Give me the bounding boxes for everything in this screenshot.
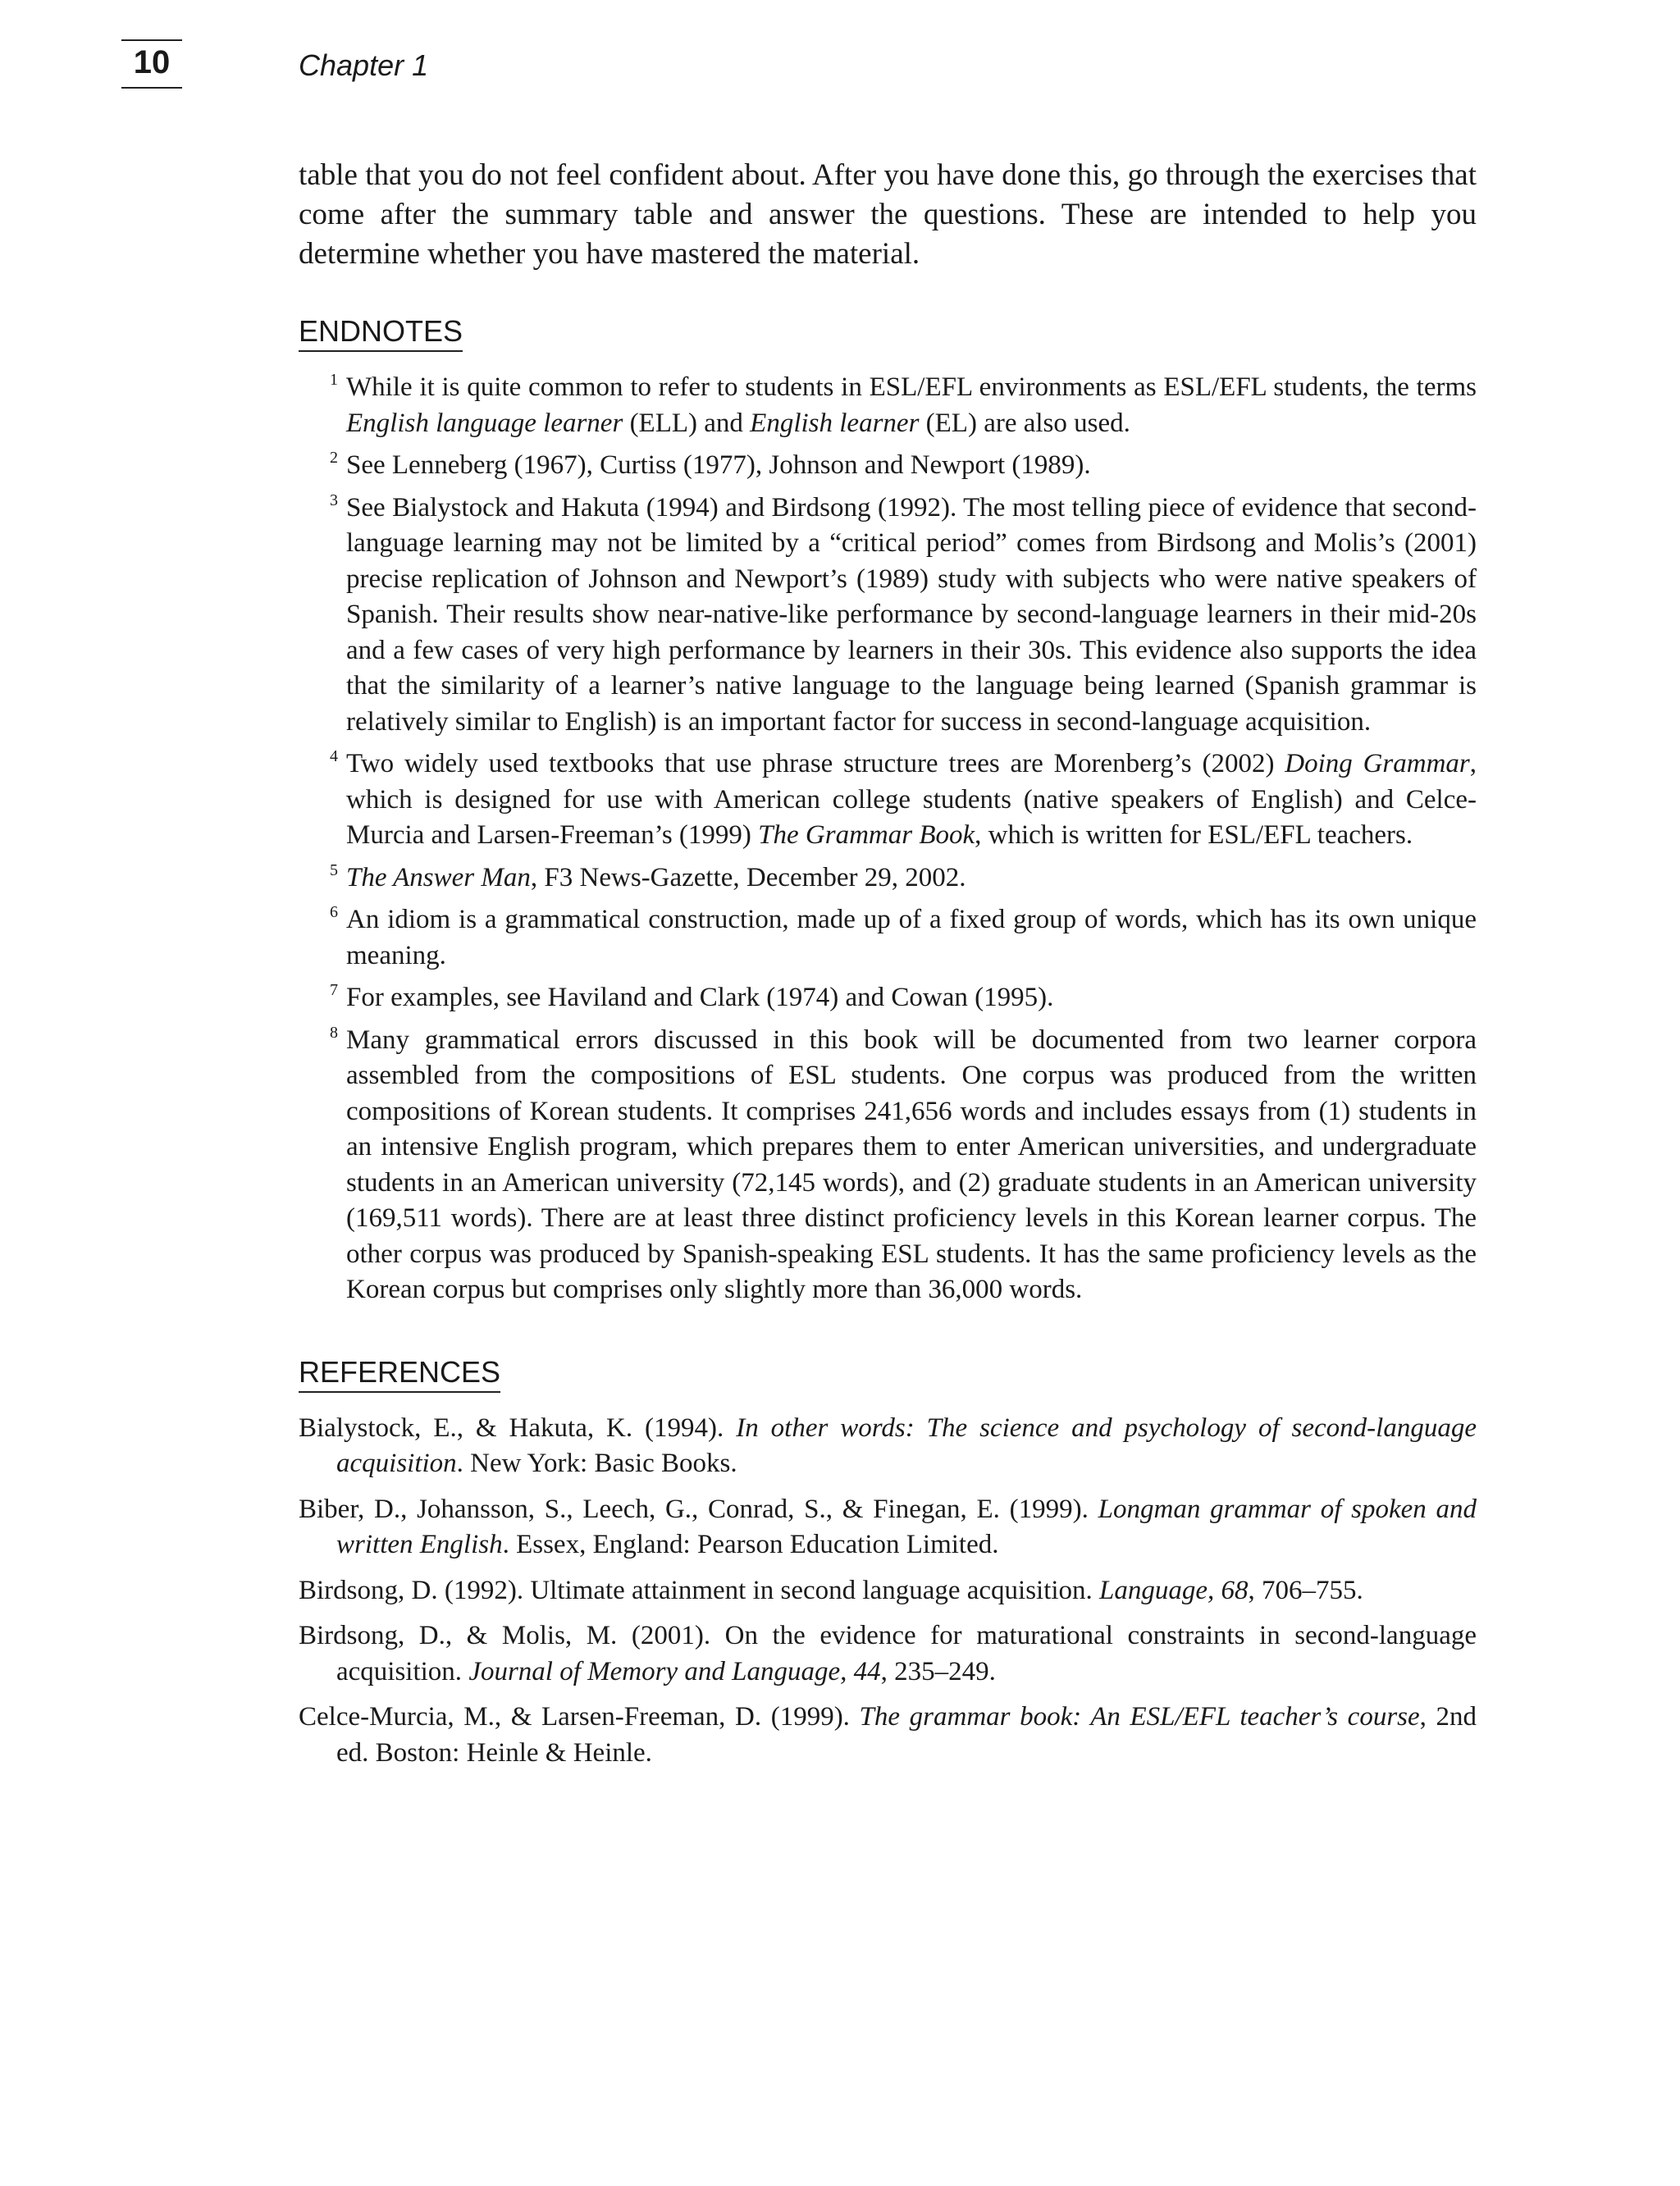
reference-item [299, 1411, 1477, 1482]
reference-item [299, 1618, 1477, 1690]
endnote-item [330, 370, 1477, 441]
endnotes-list [299, 370, 1477, 1308]
text-run: For examples, see Haviland and Clark (1974) and Cowan (1995). [346, 983, 1054, 1012]
page-number: 10 [133, 44, 171, 80]
text-run: Bialystock, E., & Hakuta, K. (1994). [299, 1412, 737, 1443]
text-run: An idiom is a grammatical construction, made up of a fixed group of words, which has its own unique meaning. [346, 905, 1477, 970]
text-run: . New York: Basic Books. [456, 1449, 737, 1478]
endnote-item [330, 1023, 1477, 1308]
reference-item [299, 1492, 1477, 1563]
page-header [0, 0, 1680, 115]
references-heading: REFERENCES [299, 1354, 500, 1393]
endnote-number: 1 [330, 371, 338, 389]
italic-text: English language learner [346, 408, 623, 438]
endnote-item [330, 980, 1477, 1016]
endnote-number: 2 [330, 449, 338, 467]
text-run: , 706–755. [1248, 1575, 1363, 1605]
endnote-item [330, 746, 1477, 854]
italic-text: Doing Grammar [1285, 749, 1470, 778]
endnote-number: 5 [330, 860, 338, 879]
text-run: , 2nd ed. Boston: Heinle & Heinle. [336, 1702, 1477, 1768]
text-run: While it is quite common to refer to students in ESL/EFL environments as ESL/EFL students, the terms [346, 372, 1477, 402]
italic-text: The Answer Man [346, 862, 531, 892]
running-head: Chapter 1 [299, 48, 429, 82]
page-body [299, 156, 1477, 1781]
endnote-number: 8 [330, 1023, 338, 1042]
text-run: Birdsong, D. (1992). Ultimate attainment in second language acquisition. [299, 1575, 1100, 1605]
text-run: (EL) are also used. [919, 408, 1130, 438]
text-run: (ELL) and [623, 408, 751, 438]
text-run: . Essex, England: Pearson Education Limited. [502, 1530, 999, 1559]
text-run: , which is designed for use with American college students (native speakers of English) and Celce-Murcia and Larsen-Freeman’s (1999) [346, 749, 1477, 850]
endnote-number: 4 [330, 747, 338, 765]
references-list [299, 1411, 1477, 1772]
endnote-item [330, 491, 1477, 741]
reference-item [299, 1700, 1477, 1771]
italic-text: The grammar book: An ESL/EFL teacher’s course [859, 1702, 1420, 1732]
text-run: , F3 News-Gazette, December 29, 2002. [530, 862, 966, 892]
intro-paragraph: table that you do not feel confident about. After you have done this, go through the exercises that come after the summary table and answer the questions. These are intended to help you determine whether you have mastered the material. [299, 158, 1477, 271]
endnote-item [330, 860, 1477, 897]
italic-text: In other words: The science and psychology of second-language acquisition [336, 1412, 1477, 1478]
endnote-number: 7 [330, 981, 338, 999]
text-run: See Bialystock and Hakuta (1994) and Birdsong (1992). The most telling piece of evidence that second-language learning may not be limited by a “critical period” comes from Birdsong and Molis’s (2001) precise replication of Johnson and Newport’s (1989) study with subjects who were native speakers of Spanish. Their results show near-native-like performance by second-language learners in their mid-20s and a few cases of very high performance by learners in their 30s. This evidence also supports the idea that the similarity of a learner’s native language to the language being learned (Spanish grammar is relatively similar to English) is an important factor for success in second-language acquisition. [346, 492, 1477, 737]
text-run: , 235–249. [880, 1656, 996, 1686]
reference-item [299, 1573, 1477, 1609]
page-number-rule [121, 87, 182, 89]
text-run: Two widely used textbooks that use phrase structure trees are Morenberg’s (2002) [346, 749, 1285, 778]
endnote-item [330, 448, 1477, 484]
italic-text: Journal of Memory and Language, 44 [468, 1656, 881, 1686]
text-run: Biber, D., Johansson, S., Leech, G., Conrad, S., & Finegan, E. (1999). [299, 1494, 1098, 1524]
endnote-number: 3 [330, 491, 338, 509]
text-run: , which is written for ESL/EFL teachers. [975, 820, 1413, 850]
italic-text: Longman grammar of spoken and written English [336, 1494, 1477, 1559]
text-run: Many grammatical errors discussed in this book will be documented from two learner corpora assembled from the compositions of ESL students. One corpus was produced from the written compositions of Korean students. It comprises 241,656 words and includes essays from (1) students in an intensive English program, which prepares them to enter American universities, and undergraduate students in an American university (72,145 words), and (2) graduate students in an American university (169,511 words). There are at least three distinct proficiency levels in this Korean learner corpus. The other corpus was produced by Spanish-speaking ESL students. It has the same proficiency levels as the Korean corpus but comprises only slightly more than 36,000 words. [346, 1025, 1477, 1304]
endnote-item [330, 902, 1477, 974]
italic-text: Language, 68 [1099, 1575, 1249, 1605]
text-run: Birdsong, D., & Molis, M. (2001). On the evidence for maturational constraints in second-language acquisition. [299, 1621, 1477, 1686]
endnotes-heading: ENDNOTES [299, 313, 463, 352]
text-run: Celce-Murcia, M., & Larsen-Freeman, D. (1999). [299, 1702, 860, 1732]
endnote-number: 6 [330, 903, 338, 921]
italic-text: English learner [750, 408, 920, 438]
italic-text: The Grammar Book [758, 820, 975, 850]
text-run: See Lenneberg (1967), Curtiss (1977), Johnson and Newport (1989). [346, 450, 1091, 480]
